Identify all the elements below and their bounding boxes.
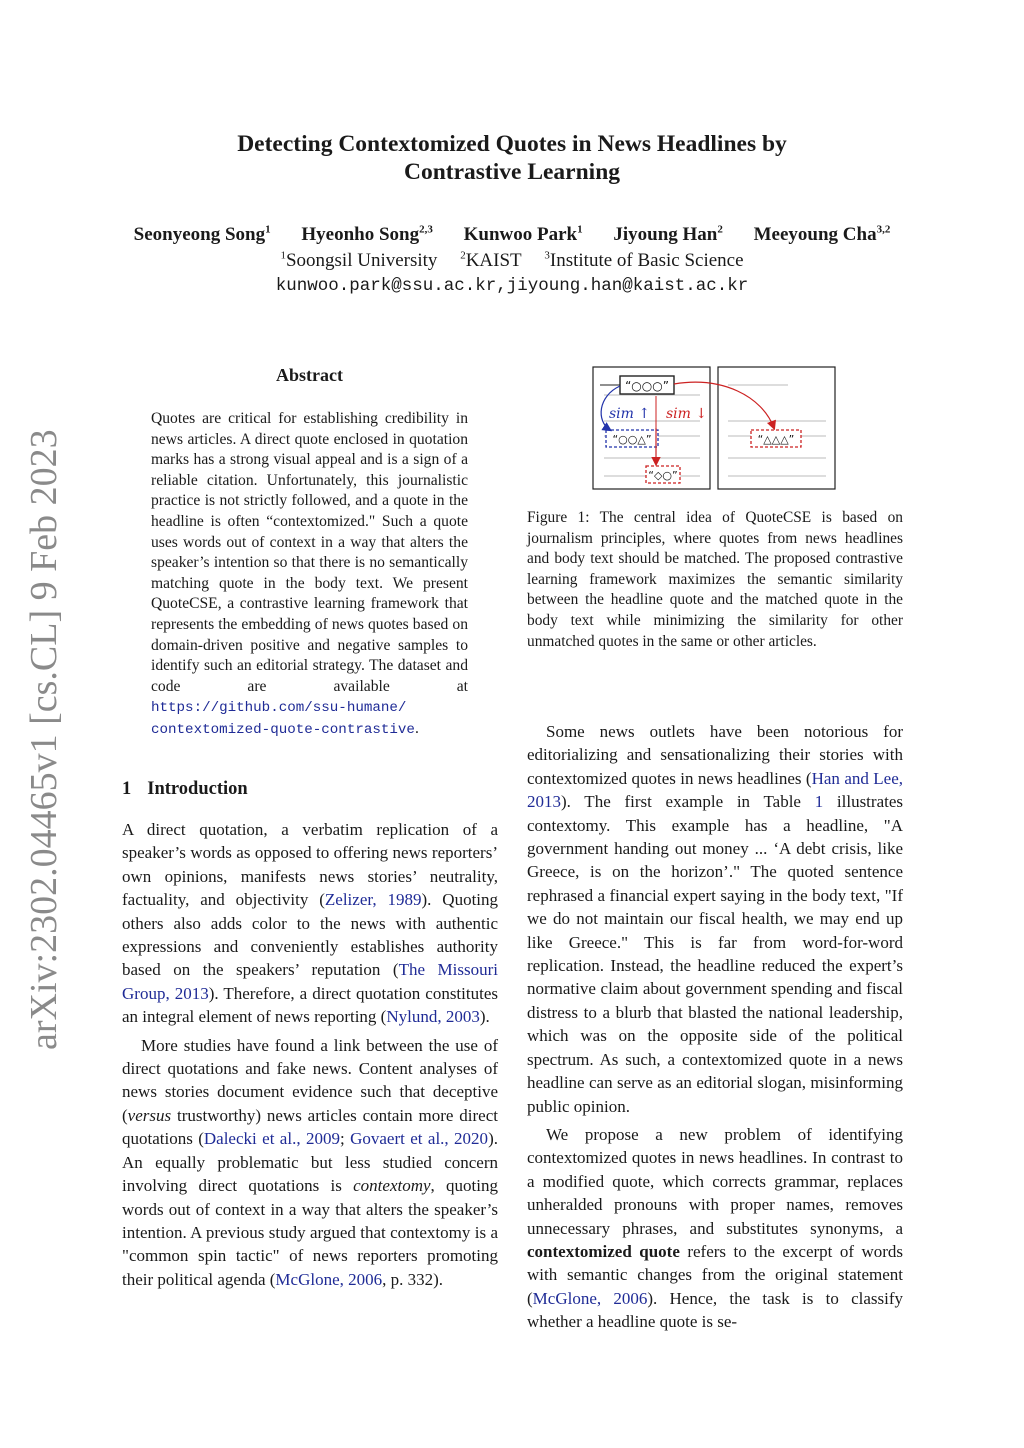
citation-link[interactable]: Govaert et al., 2020 <box>350 1129 489 1149</box>
paper-title <box>112 130 912 186</box>
citation-link[interactable]: The Missouri Group, 2013 <box>122 960 498 1003</box>
author-list <box>62 224 962 246</box>
citation-link[interactable]: Nylund, 2003 <box>386 1007 480 1027</box>
abstract-heading: Abstract <box>276 365 343 385</box>
citation-link[interactable]: Han and Lee, 2013 <box>527 768 904 812</box>
affiliation: $^1$Soongsil University <box>280 250 438 272</box>
code-link[interactable]: https://github.com/ssu-humane/ contextomized-quote-contrastive <box>151 700 415 738</box>
citation-link[interactable]: McGlone, 2006 <box>275 1269 383 1289</box>
author: Meeyoung Cha$^{3,2}$ <box>753 224 891 246</box>
citation-link[interactable]: Zelizer, 1989 <box>324 890 422 910</box>
headline-quote: “○○○” <box>625 379 669 393</box>
arxiv-stamp: arXiv:2302.04465v1 [cs.CL] 9 Feb 2023 <box>23 429 65 1050</box>
figure-1-diagram <box>592 366 836 492</box>
positive-quote: “○○△” <box>612 433 652 446</box>
citation-link[interactable]: McGlone, 2006 <box>532 1288 648 1308</box>
sim-down-label: sim ↓ <box>666 406 708 422</box>
title-line-1: Detecting Contextomized Quotes in News Headlines by <box>237 131 787 157</box>
affiliation: $^2$KAIST <box>460 250 522 272</box>
author-emails[interactable]: kunwoo.park@ssu.ac.kr,jiyoung.han@kaist.ac.kr <box>275 276 749 296</box>
author: Jiyoung Han$^2$ <box>613 224 723 246</box>
sim-up-label: sim ↑ <box>609 406 651 422</box>
paragraph: More studies have found a link between the use of direct quotations and fake news. Content analyses of news stories document evidence such that deceptive (versus trustworthy) news articles contain more direct quotations (Dalecki et al., 2009; Govaert et al., 2020). An equally problematic but less studied concern involving direct quotations is contextomy, quoting words out of context in a way that alters the speaker’s intention. A previous study argued that contextomy is a "common spin tactic" of news reporters promoting their political agenda (McGlone, 2006, p. 332). <box>122 1035 498 1289</box>
author: Kunwoo Park$^1$ <box>463 224 583 246</box>
affiliation: $^3$Institute of Basic Science <box>544 250 744 272</box>
paragraph: We propose a new problem of identifying contextomized quotes in news headlines. In contrast to a modified quote, which corrects grammar, replaces unheralded pronouns with proper names, removes unnecessary phrases, and substitutes synonyms, a contextomized quote refers to the excerpt of words with semantic changes from the original statement (McGlone, 2006). Hence, the task is to classify whether a headline quote is se- <box>527 1124 903 1332</box>
table-reference-link[interactable]: 1 <box>814 792 824 812</box>
title-line-2: Contrastive Learning <box>403 159 621 185</box>
affiliations <box>112 250 912 272</box>
negative-quote-same: “◇○” <box>648 469 678 482</box>
section-heading-introduction: 1 Introduction <box>122 779 248 799</box>
citation-link[interactable]: Dalecki et al., 2009 <box>203 1129 340 1149</box>
paragraph: A direct quotation, a verbatim replication of a speaker’s words as opposed to offering news reporters’ own opinions, manifests news stories’ neutrality, factuality, and objectivity (Zelizer, 1989). Quoting others also adds color to the news with authentic expressions and conveniently establishes authority based on the speakers’ reputation (The Missouri Group, 2013). Therefore, a direct quotation constitutes an integral element of news reporting (Nylund, 2003). <box>122 820 499 1027</box>
negative-quote-other: “△△△” <box>757 433 795 446</box>
introduction-right-column <box>527 720 903 1334</box>
author: Hyeonho Song$^{2,3}$ <box>301 224 433 246</box>
paragraph: Some news outlets have been notorious for editorializing and sensationalizing their stories with contextomized quotes in news headlines (Han and Lee, 2013). The first example in Table 1 illustrates contextomy. This example has a headline, "A government handing out money ... ‘A debt crisis, like Greece, is on the horizon’." The quoted sentence rephrased a financial expert saying in the body text, "If we do not maintain our fiscal health, we may end up like Greece." This is far from word-for-word replication. Instead, the headline reduced the expert’s normative claim about government spending and fiscal distress to a blurb that blasted the national leadership, which was on the opposite side of the political spectrum. As such, a contextomized quote in a news headline can serve as an editorial slogan, misinforming public opinion. <box>527 722 904 1116</box>
introduction-left-column <box>122 818 498 1291</box>
author: Seonyeong Song$^1$ <box>133 224 271 246</box>
figure-1-caption: Figure 1: The central idea of QuoteCSE is based on journalism principles, where quotes from news headlines and body text should be matched. The proposed contrastive learning framework maximizes the semantic similarity between the headline quote and the matched quote in the body text while minimizing the similarity for other unmatched quotes in the same or other articles. <box>527 509 903 650</box>
abstract-text: Quotes are critical for establishing credibility in news articles. A direct quote enclosed in quotation marks has a strong visual appeal and is a sign of a reliable citation. Unfortunately, this journalistic practice is not strictly followed, and a quote in the headline is often “contextomized." Such a quote uses words out of context in a way that alters the speaker’s intention so that there is no semantically matching quote in the body text. We present QuoteCSE, a contrastive learning framework that represents the embedding of news quotes based on domain-driven positive and negative samples to identify such an editorial strategy. The dataset and code are available at https://github.com/ssu-humane/ contextomized-quote-contrastive. <box>151 410 468 738</box>
